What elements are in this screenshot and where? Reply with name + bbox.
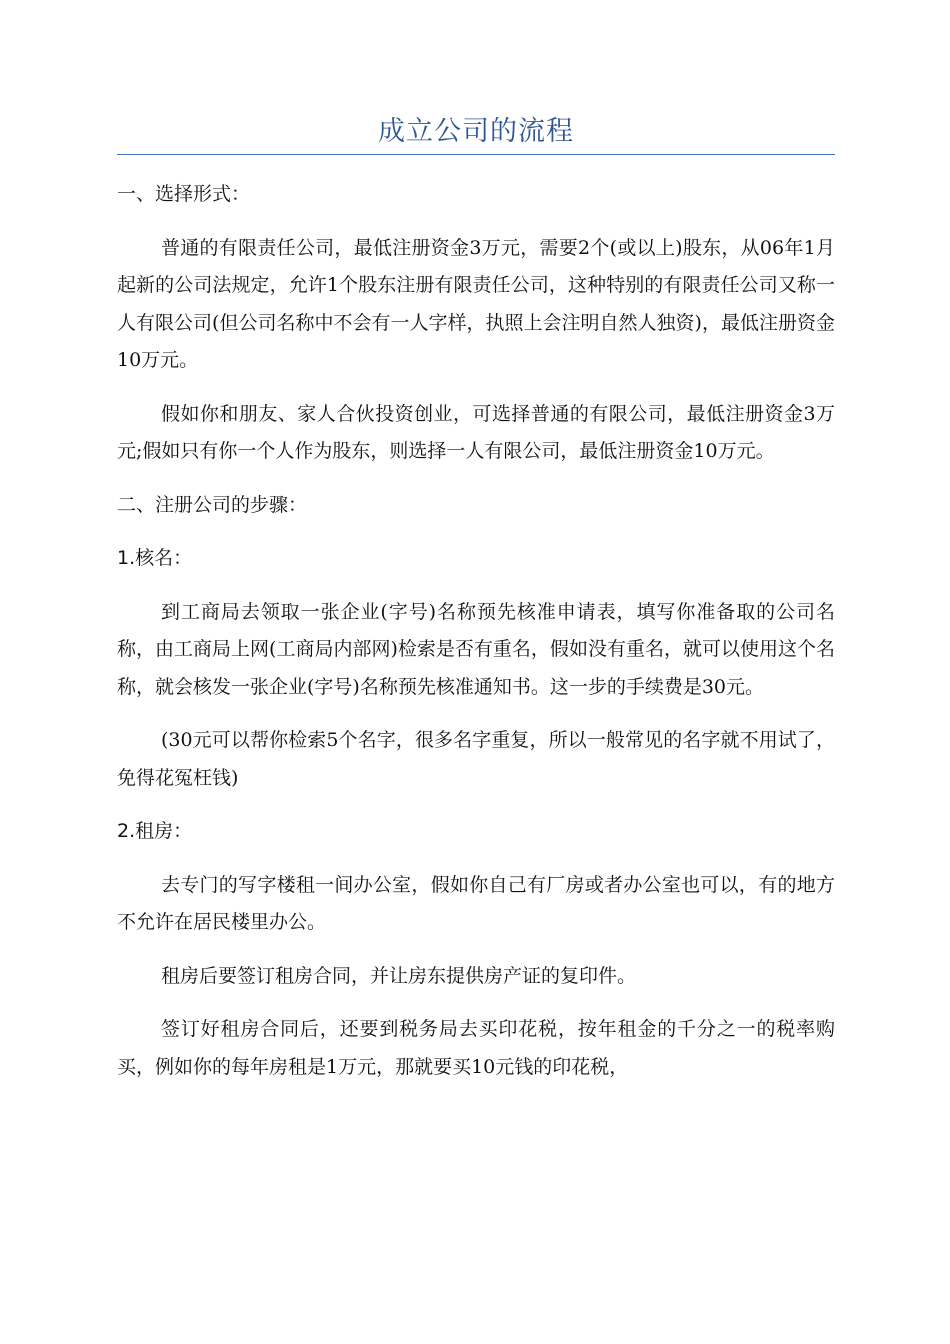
section-heading-steps: 二、注册公司的步骤： <box>117 493 308 516</box>
paragraph: 签订好租房合同后，还要到税务局去买印花税，按年租金的千分之一的税率购买，例如你的每年房租是1万元，那就要买10元钱的印花税， <box>117 1018 835 1078</box>
paragraph: 去专门的写字楼租一间办公室，假如你自己有厂房或者办公室也可以，有的地方不允许在居民楼里办公。 <box>117 873 835 933</box>
paragraph: 租房后要签订租房合同，并让房东提供房产证的复印件。 <box>161 964 637 987</box>
paragraph: 假如你和朋友、家人合伙投资创业，可选择普通的有限公司，最低注册资金3万元;假如只有你一个人作为股东，则选择一人有限公司，最低注册资金10万元。 <box>117 402 835 462</box>
section-heading-form: 一、选择形式： <box>117 183 251 205</box>
paragraph: (30元可以帮你检索5个名字，很多名字重复，所以一般常见的名字就不用试了，免得花冤枉钱) <box>117 729 835 789</box>
document-title: 成立公司的流程 <box>378 116 574 147</box>
document-body <box>117 176 835 1102</box>
step-heading-name-check: 1.核名： <box>117 547 193 569</box>
paragraph: 普通的有限责任公司，最低注册资金3万元，需要2个(或以上)股东，从06年1月起新的公司法规定，允许1个股东注册有限责任公司，这种特别的有限责任公司又称一人有限公司(但公司名称中不会有一人字样，执照上会注明自然人独资)，最低注册资金10万元。 <box>117 236 835 371</box>
step-heading-rent: 2.租房： <box>117 820 193 842</box>
paragraph: 到工商局去领取一张企业(字号)名称预先核准申请表，填写你准备取的公司名称，由工商局上网(工商局内部网)检索是否有重名，假如没有重名，就可以使用这个名称，就会核发一张企业(字号)名称预先核准通知书。这一步的手续费是30元。 <box>117 600 835 698</box>
title-underline <box>117 154 835 155</box>
